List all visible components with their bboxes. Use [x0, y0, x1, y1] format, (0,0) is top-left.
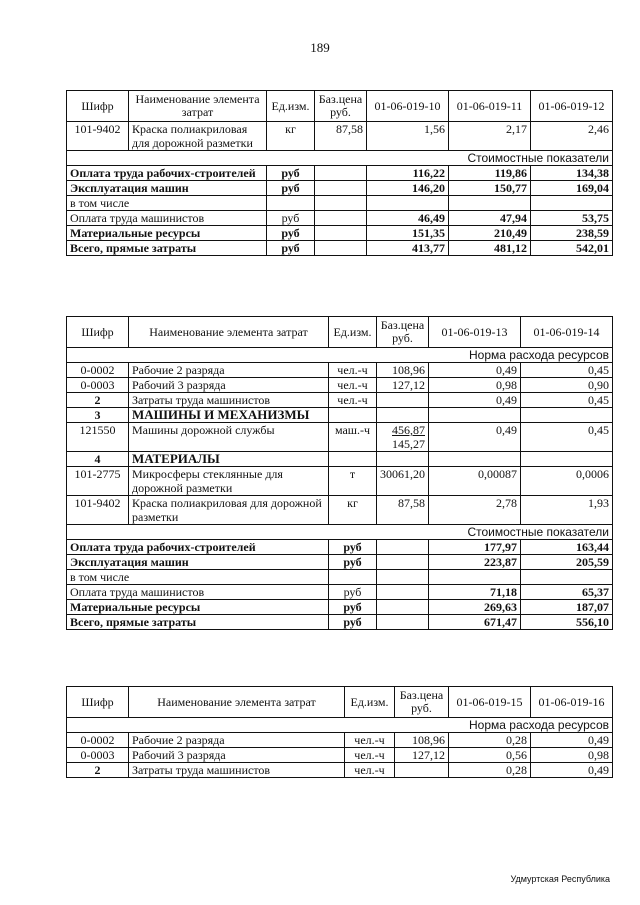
row-name: Краска полиакриловая для дорожной разметки: [129, 122, 267, 151]
page-number: 189: [310, 40, 330, 55]
footer-region: Удмуртская Республика: [510, 874, 610, 884]
table-row: [67, 763, 613, 778]
row-value: 2,46: [531, 122, 613, 151]
row-code: 0-0002: [67, 733, 129, 748]
row-name: Краска полиакриловая для дорожной разметки: [129, 496, 329, 525]
cost-unit: руб: [329, 555, 377, 570]
cost-price: [315, 241, 367, 256]
cost-unit: руб: [329, 600, 377, 615]
table-row: [67, 423, 613, 452]
row-name: Затраты труда машинистов: [129, 393, 329, 408]
cost-value: [521, 570, 613, 585]
row-value: 0,0006: [521, 467, 613, 496]
cost-value: 65,37: [521, 585, 613, 600]
cost-value: [367, 196, 449, 211]
row-unit: чел.-ч: [329, 393, 377, 408]
row-code: 101-9402: [67, 496, 129, 525]
table-row: [67, 363, 613, 378]
row-value: 0,56: [449, 748, 531, 763]
table-row: [67, 226, 613, 241]
row-name: Рабочий 3 разряда: [129, 378, 329, 393]
header-code: Шифр: [67, 317, 129, 348]
header-unit: Ед.изм.: [329, 317, 377, 348]
table2-header: [67, 317, 613, 348]
estimate-table-2: [66, 316, 613, 630]
cost-value: 223,87: [429, 555, 521, 570]
cost-name: в том числе: [67, 570, 329, 585]
row-value: 2,17: [449, 122, 531, 151]
header-price: Баз.цена руб.: [395, 687, 449, 718]
section-number: 4: [67, 452, 129, 467]
cost-price: [315, 226, 367, 241]
table-row: [67, 540, 613, 555]
cost-name: в том числе: [67, 196, 267, 211]
row-value: 0,45: [521, 363, 613, 378]
header-name: Наименование элемента затрат: [129, 687, 345, 718]
band-row: [67, 348, 613, 363]
row-value: 0,49: [531, 733, 613, 748]
row-code: 0-0003: [67, 748, 129, 763]
cost-value: 556,10: [521, 615, 613, 630]
header-price: Баз.цена руб.: [315, 91, 367, 122]
table-row: [67, 600, 613, 615]
cost-value: 205,59: [521, 555, 613, 570]
cost-value: 169,04: [531, 181, 613, 196]
cost-value: 671,47: [429, 615, 521, 630]
row-name: Рабочий 3 разряда: [129, 748, 345, 763]
cost-value: 119,86: [449, 166, 531, 181]
cost-price: [315, 211, 367, 226]
cost-name: Оплата труда рабочих-строителей: [67, 540, 329, 555]
header-col-2: 01-06-019-11: [449, 91, 531, 122]
section-row: [67, 452, 613, 467]
header-unit: Ед.изм.: [345, 687, 395, 718]
price-primary: 456,87: [392, 423, 425, 437]
cost-value: 46,49: [367, 211, 449, 226]
header-col-1: 01-06-019-13: [429, 317, 521, 348]
cost-value: 146,20: [367, 181, 449, 196]
cost-price: [315, 166, 367, 181]
row-value: 0,45: [521, 423, 613, 452]
cost-value: [531, 196, 613, 211]
row-code: 101-9402: [67, 122, 129, 151]
band-row: [67, 718, 613, 733]
cost-price: [377, 555, 429, 570]
estimate-table-1: [66, 90, 613, 256]
cost-unit: [329, 570, 377, 585]
row-name: Микросферы стеклянные для дорожной разметки: [129, 467, 329, 496]
row-unit: чел.-ч: [345, 733, 395, 748]
table2-cost-body: [67, 540, 613, 630]
table3-header: [67, 687, 613, 718]
row-name: Рабочие 2 разряда: [129, 363, 329, 378]
cost-unit: руб: [267, 241, 315, 256]
row-value: 0,98: [531, 748, 613, 763]
section-title: МАТЕРИАЛЫ: [129, 452, 329, 467]
row-value: 1,93: [521, 496, 613, 525]
row-price: 127,12: [395, 748, 449, 763]
cost-value: [449, 196, 531, 211]
row-unit: кг: [267, 122, 315, 151]
row-value: 0,28: [449, 763, 531, 778]
row-value: 2,78: [429, 496, 521, 525]
estimate-table-3: [66, 686, 613, 778]
header-col-3: 01-06-019-12: [531, 91, 613, 122]
cost-value: 134,38: [531, 166, 613, 181]
table-row: [67, 241, 613, 256]
section-number: 3: [67, 408, 129, 423]
cost-value: 481,12: [449, 241, 531, 256]
cost-unit: руб: [329, 585, 377, 600]
cost-value: 269,63: [429, 600, 521, 615]
band-label: Стоимостные показатели: [67, 151, 613, 166]
table-row: [67, 181, 613, 196]
row-unit: т: [329, 467, 377, 496]
row-unit: чел.-ч: [329, 363, 377, 378]
row-value: 0,49: [429, 423, 521, 452]
table2-materials-body: [67, 467, 613, 525]
cost-value: [429, 570, 521, 585]
table-row: [67, 166, 613, 181]
band-label: Стоимостные показатели: [67, 525, 613, 540]
table-row: [67, 393, 613, 408]
row-price: [377, 393, 429, 408]
band-label: Норма расхода ресурсов: [67, 348, 613, 363]
header-code: Шифр: [67, 91, 129, 122]
cost-name: Материальные ресурсы: [67, 600, 329, 615]
cost-price: [377, 615, 429, 630]
table-row: [67, 615, 613, 630]
cost-price: [377, 600, 429, 615]
row-value: 0,28: [449, 733, 531, 748]
row-code: 121550: [67, 423, 129, 452]
cost-value: 47,94: [449, 211, 531, 226]
row-price: 87,58: [315, 122, 367, 151]
cost-price: [377, 570, 429, 585]
table3-labor-body: [67, 733, 613, 778]
cost-name: Оплата труда машинистов: [67, 211, 267, 226]
row-value: 0,45: [521, 393, 613, 408]
row-unit: кг: [329, 496, 377, 525]
row-value: 1,56: [367, 122, 449, 151]
row-price: 127,12: [377, 378, 429, 393]
cost-value: 542,01: [531, 241, 613, 256]
row-price: 87,58: [377, 496, 429, 525]
row-code: 0-0002: [67, 363, 129, 378]
row-value: 0,00087: [429, 467, 521, 496]
section-title: МАШИНЫ И МЕХАНИЗМЫ: [129, 408, 329, 423]
row-code: 101-2775: [67, 467, 129, 496]
row-price: 108,96: [395, 733, 449, 748]
row-unit: маш.-ч: [329, 423, 377, 452]
cost-price: [315, 181, 367, 196]
table-row: [67, 378, 613, 393]
cost-price: [377, 540, 429, 555]
cost-value: 151,35: [367, 226, 449, 241]
cost-unit: руб: [329, 540, 377, 555]
cost-unit: [267, 196, 315, 211]
table-row: [67, 122, 613, 151]
table-row: [67, 733, 613, 748]
row-value: 0,49: [531, 763, 613, 778]
row-code: 2: [67, 763, 129, 778]
row-unit: чел.-ч: [345, 748, 395, 763]
cost-name: Оплата труда рабочих-строителей: [67, 166, 267, 181]
header-col-2: 01-06-019-16: [531, 687, 613, 718]
header-col-1: 01-06-019-10: [367, 91, 449, 122]
cost-value: 210,49: [449, 226, 531, 241]
row-code: 0-0003: [67, 378, 129, 393]
table1-cost-body: [67, 166, 613, 256]
table-row: [67, 467, 613, 496]
cost-unit: руб: [329, 615, 377, 630]
header-name: Наименование элемента затрат: [129, 317, 329, 348]
cost-price: [377, 585, 429, 600]
row-value: 0,98: [429, 378, 521, 393]
cost-value: 413,77: [367, 241, 449, 256]
cost-value: 71,18: [429, 585, 521, 600]
cost-unit: руб: [267, 211, 315, 226]
row-name: Рабочие 2 разряда: [129, 733, 345, 748]
cost-name: Всего, прямые затраты: [67, 241, 267, 256]
cost-value: 238,59: [531, 226, 613, 241]
cost-value: 150,77: [449, 181, 531, 196]
row-unit: чел.-ч: [329, 378, 377, 393]
row-name: Машины дорожной службы: [129, 423, 329, 452]
cost-value: 116,22: [367, 166, 449, 181]
header-price: Баз.цена руб.: [377, 317, 429, 348]
row-value: 0,90: [521, 378, 613, 393]
row-price: 30061,20: [377, 467, 429, 496]
table-row: [67, 570, 613, 585]
cost-name: Эксплуатация машин: [67, 181, 267, 196]
header-name: Наименование элемента затрат: [129, 91, 267, 122]
row-unit: чел.-ч: [345, 763, 395, 778]
table2-labor-body: [67, 363, 613, 408]
header-col-2: 01-06-019-14: [521, 317, 613, 348]
cost-price: [315, 196, 367, 211]
table-row: [67, 196, 613, 211]
row-value: 0,49: [429, 363, 521, 378]
row-price: [395, 763, 449, 778]
table-row: [67, 496, 613, 525]
cost-unit: руб: [267, 166, 315, 181]
cost-value: 187,07: [521, 600, 613, 615]
table-row: [67, 585, 613, 600]
band-row: [67, 525, 613, 540]
row-name: Затраты труда машинистов: [129, 763, 345, 778]
row-price: [377, 423, 429, 452]
cost-unit: руб: [267, 226, 315, 241]
price-secondary: 145,27: [392, 437, 425, 451]
cost-name: Всего, прямые затраты: [67, 615, 329, 630]
cost-name: Материальные ресурсы: [67, 226, 267, 241]
row-price: 108,96: [377, 363, 429, 378]
cost-unit: руб: [267, 181, 315, 196]
row-code: 2: [67, 393, 129, 408]
cost-name: Эксплуатация машин: [67, 555, 329, 570]
cost-name: Оплата труда машинистов: [67, 585, 329, 600]
header-code: Шифр: [67, 687, 129, 718]
row-value: 0,49: [429, 393, 521, 408]
cost-value: 53,75: [531, 211, 613, 226]
band-label: Норма расхода ресурсов: [67, 718, 613, 733]
band-row: [67, 151, 613, 166]
table1-header: [67, 91, 613, 122]
header-unit: Ед.изм.: [267, 91, 315, 122]
header-col-1: 01-06-019-15: [449, 687, 531, 718]
table-row: [67, 211, 613, 226]
table-row: [67, 748, 613, 763]
cost-value: 163,44: [521, 540, 613, 555]
cost-value: 177,97: [429, 540, 521, 555]
table-row: [67, 555, 613, 570]
section-row: [67, 408, 613, 423]
